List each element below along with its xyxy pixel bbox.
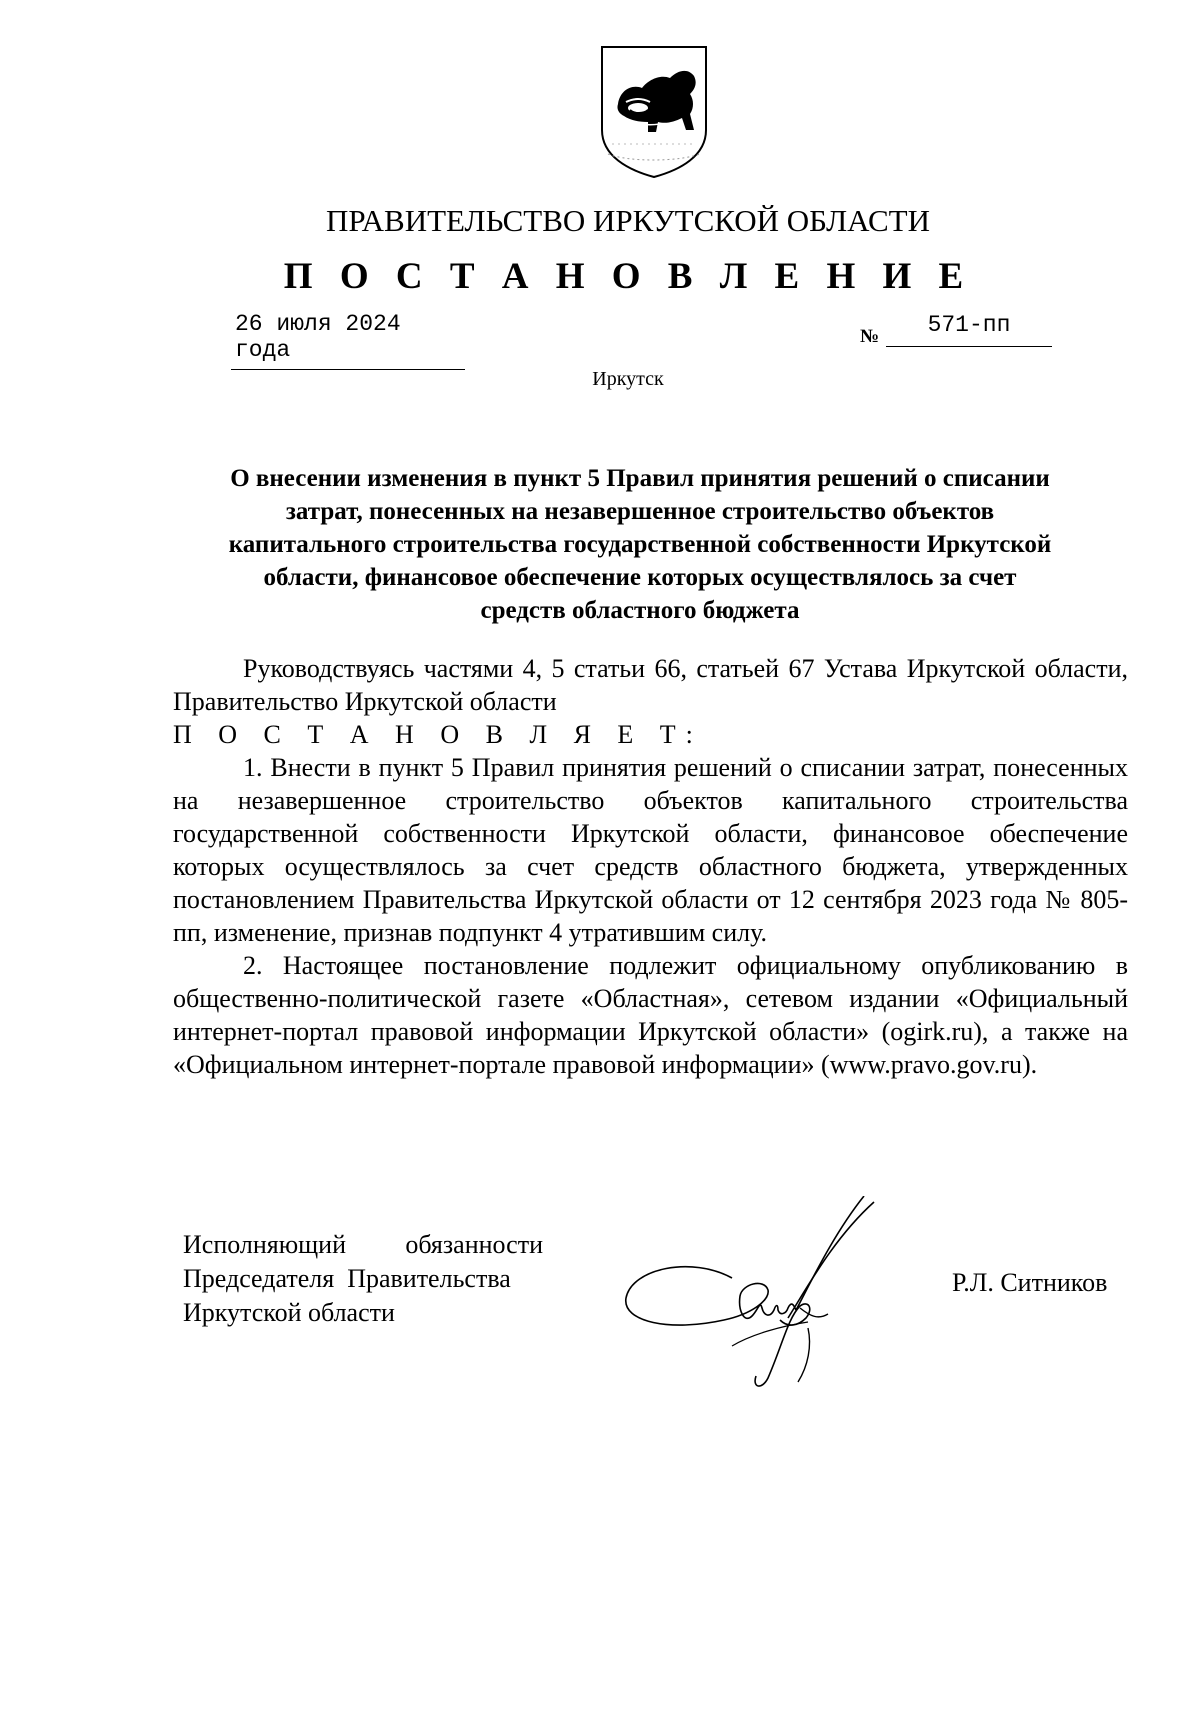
position-line: Иркутской области (183, 1298, 395, 1327)
title-line: О внесении изменения в пункт 5 Правил принятия решений о списании (230, 465, 1050, 492)
position-word: Исполняющий (183, 1230, 347, 1259)
handwritten-signature-icon (612, 1196, 912, 1392)
decree-word: П О С Т А Н О В Л Я Е Т: (173, 720, 703, 749)
organization-name: ПРАВИТЕЛЬСТВО ИРКУТСКОЙ ОБЛАСТИ (325, 203, 930, 238)
item-1-paragraph: 1. Внести в пункт 5 Правил принятия решений о списании затрат, понесенных на незавершенное строительство объектов капитального строительства государственной собственности Иркутской области, финансовое обеспечение которых осуществлялось за счет средств областного бюджета, утвержденных постановлением Правительства Иркутской области от 12 сентября 2023 года № 805-пп, изменение, признав подпункт 4 утратившим силу. (173, 753, 1128, 947)
title-line: капитального строительства государственной собственности Иркутской (228, 531, 1052, 558)
city: Иркутск (592, 368, 664, 390)
title-line: средств областного бюджета (480, 597, 800, 624)
title-line: затрат, понесенных на незавершенное строительство объектов (285, 498, 995, 525)
document-date: 26 июля 2024 года (231, 311, 465, 370)
item-2-paragraph: 2. Настоящее постановление подлежит официальному опубликованию в общественно-политической газете «Областная», сетевом издании «Официальный интернет-портал правовой информации Иркутской области» (ogirk.ru), а также на «Официальном интернет-портале правовой информации» (www.pravo.gov.ru). (173, 951, 1128, 1079)
number-label: № (860, 326, 880, 347)
signer-position (183, 1228, 543, 1330)
document-type: П О С Т А Н О В Л Е Н И Е (283, 256, 973, 297)
title-line: области, финансовое обеспечение которых осуществлялось за счет (263, 564, 1017, 591)
preamble-paragraph: Руководствуясь частями 4, 5 статьи 66, статьей 67 Устава Иркутской области, Правительство Иркутской области (173, 654, 1128, 716)
position-line (183, 1228, 543, 1262)
document-number: 571-пп (886, 312, 1052, 347)
document-title (170, 462, 1110, 627)
signer-name: Р.Л. Ситников (952, 1268, 1108, 1297)
position-line: Председателя Правительства (183, 1264, 511, 1293)
position-word: обязанности (405, 1230, 543, 1259)
coat-of-arms-icon (598, 44, 710, 180)
document-body (173, 652, 1128, 1081)
